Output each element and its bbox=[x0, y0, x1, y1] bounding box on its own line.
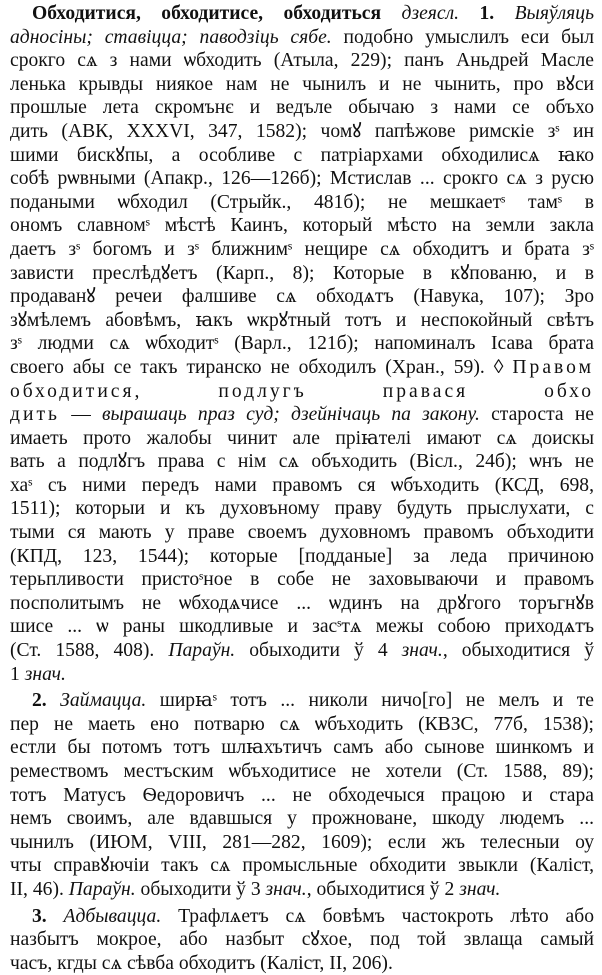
text-run: знач. bbox=[401, 640, 443, 662]
text-run: шисе ... ѡ раны шкодливые и засˢтѧ межы собою приходѧтъ bbox=[10, 616, 594, 638]
sense1-line bbox=[10, 96, 594, 120]
text-run: даетъ зˢ богомъ и зˢ ближнимˢ нещире сѧ обходитъ и брата зˢ bbox=[10, 238, 594, 260]
text-run: зˢ людми сѧ ѡбходитˢ (Варл., 121б); напоминалъ Ісава брата bbox=[10, 333, 594, 355]
sense1-line bbox=[10, 497, 594, 521]
text-run: немъ своимъ, але вдавшыся у прожноване, шкоду людемъ ... bbox=[10, 808, 594, 830]
text-run: пер не маеть ено потварю сѧ ѡбъходить (КВЗС, 77б, 1538); bbox=[10, 713, 594, 735]
sense1-line bbox=[10, 615, 594, 639]
text-run: Параўн. bbox=[168, 640, 236, 662]
text-run: чты справꙋючіи такъ сѧ промысльные обходити звыкли (Каліст, bbox=[10, 855, 594, 877]
sense2-line bbox=[10, 831, 594, 855]
sense1-line bbox=[10, 663, 594, 687]
text-run: 3. bbox=[32, 905, 47, 927]
sense-1-paragraph bbox=[10, 2, 594, 686]
sense1-line bbox=[10, 49, 594, 73]
sense1-line bbox=[10, 639, 594, 663]
text-run: дить bbox=[10, 404, 60, 426]
text-run: срокго сѧ з нами ѡбходить (Атыла, 229); панъ Аньдрей Масле bbox=[10, 50, 594, 72]
text-run: дить (АВК, XXXVI, 347, 1582); чомꙋ папѣжове римскіе зˢ ин bbox=[10, 120, 594, 142]
sense2-line bbox=[10, 689, 594, 713]
text-run: зꙋмѣлемъ абовѣмъ, ꙗкъ ѡкрꙋтный тотъ и неспокойный свѣтъ bbox=[10, 309, 594, 331]
text-run: знач. bbox=[459, 878, 501, 900]
sense1-line bbox=[10, 450, 594, 474]
text-run: II, 46). bbox=[10, 878, 69, 900]
sense1-line bbox=[10, 545, 594, 569]
text-run: Займацца. bbox=[60, 690, 147, 712]
sense3-line bbox=[10, 905, 594, 929]
text-run bbox=[47, 906, 64, 927]
text-run bbox=[47, 690, 60, 711]
text-run: тыми ся мають у праве своемъ духовномъ правомъ объходити bbox=[10, 522, 594, 544]
text-run: обыходити ў 3 bbox=[135, 878, 266, 900]
sense2-line bbox=[10, 736, 594, 760]
text-run: подобно умыслилъ еси был bbox=[331, 26, 594, 48]
text-run: назбытъ мокрое, або назбыт сꙋхое, под той звлаща самый bbox=[10, 929, 594, 951]
sense1-line bbox=[10, 2, 594, 26]
text-run: чынилъ (ИЮМ, VIII, 281—282, 1609); если жъ телесныи оу bbox=[10, 831, 594, 853]
text-run: Трафлѧетъ сѧ бовѣмъ частокроть лѣто або bbox=[161, 905, 594, 927]
sense2-line bbox=[10, 760, 594, 784]
text-run: хаˢ съ ними передъ нами правомъ ся ѡбъходить (КСД, 698, bbox=[10, 474, 594, 496]
sense2-line bbox=[10, 878, 594, 902]
text-run: 1511); которыи и къ духовъному праву будуть прыслухати, с bbox=[10, 498, 594, 520]
text-run: Правом bbox=[512, 356, 594, 378]
text-run: терьпливости пристоˢное в собе не заховываючи и правомъ bbox=[10, 569, 594, 591]
text-run: продаванꙋ речеи фалшиве сѧ обходѧтъ (Навука, 107); Зро bbox=[10, 286, 594, 308]
sense1-line bbox=[10, 474, 594, 498]
text-run: 1 bbox=[10, 663, 25, 685]
sense1-line bbox=[10, 238, 594, 262]
sense1-line bbox=[10, 380, 594, 404]
sense2-line bbox=[10, 807, 594, 831]
text-run: ленька крывды ниякое нам не чынилъ и не чынить, про вꙋси bbox=[10, 73, 594, 95]
text-run: (КПД, 123, 1544); которые [подданые] за леда причиною bbox=[10, 545, 594, 567]
text-run: ономъ славномˢ мѣстѣ Каинъ, который мѣсто на земли закла bbox=[10, 215, 594, 237]
text-run: прошлые лета скромънє и ведъле обычаю з нами се объхо bbox=[10, 97, 594, 119]
text-run: знач. bbox=[265, 878, 307, 900]
sense1-line bbox=[10, 26, 594, 50]
text-run: собѣ рѡвными (Апакр., 126—126б); Мстислав ... срокго сѧ з русю bbox=[10, 168, 594, 190]
text-run: 2. bbox=[32, 690, 47, 712]
text-run: знач. bbox=[24, 663, 66, 685]
text-run: естли бы потомъ тотъ шлꙗхътичъ самъ або сынове шинкомъ и bbox=[10, 737, 594, 759]
text-run: вырашаць праз суд; дзейнічаць па закону. bbox=[102, 404, 480, 426]
sense1-line bbox=[10, 521, 594, 545]
sense3-line bbox=[10, 928, 594, 952]
text-run: Параўн. bbox=[68, 878, 136, 900]
text-run: посполитымъ не ѡбходѧчисе ... ѡдинъ на дрꙋгого торъгнꙋв bbox=[10, 592, 594, 614]
text-run: Адбывацца. bbox=[63, 905, 162, 927]
sense2-line bbox=[10, 713, 594, 737]
sense1-line bbox=[10, 73, 594, 97]
sense1-line bbox=[10, 568, 594, 592]
sense1-line bbox=[10, 592, 594, 616]
text-run: , обыходитися ў 2 bbox=[306, 878, 460, 900]
sense1-line bbox=[10, 332, 594, 356]
sense-2-paragraph bbox=[10, 689, 594, 901]
text-run bbox=[459, 3, 479, 24]
sense-3-paragraph bbox=[10, 905, 594, 975]
text-run: ремествомъ местъским ѡбъходитисе не хотели (Ст. 1588, 89); bbox=[10, 761, 594, 782]
text-run: 1. bbox=[479, 3, 495, 24]
text-run: Выяўляць bbox=[514, 3, 594, 24]
text-run: , обыходитися ў bbox=[442, 640, 594, 662]
sense1-line bbox=[10, 262, 594, 286]
sense1-line bbox=[10, 191, 594, 215]
text-run: зависти преслѣдꙋетъ (Карп., 8); Которые в кꙋпованю, и в bbox=[10, 262, 594, 284]
sense3-line bbox=[10, 952, 594, 975]
sense1-line bbox=[10, 167, 594, 191]
text-run: (Ст. 1588, 408). bbox=[10, 640, 169, 662]
text-run: имаеть прото жалобы чинит але пріꙗтелі имают сѧ доискы bbox=[10, 427, 594, 449]
text-run: адносіны; ставіцца; паводзіць сябе. bbox=[10, 26, 332, 48]
text-run: тотъ Матусъ Ѳедоровичъ ... не обходечыся працою и стара bbox=[10, 784, 594, 806]
sense1-line bbox=[10, 285, 594, 309]
text-run: обыходити ў 4 bbox=[235, 640, 402, 662]
sense1-line bbox=[10, 214, 594, 238]
sense1-line bbox=[10, 120, 594, 144]
text-run: ширꙗˢ тотъ ... николи ничо[го] не мелъ и те bbox=[146, 690, 594, 712]
sense1-line bbox=[10, 144, 594, 168]
sense2-line bbox=[10, 854, 594, 878]
text-run: часъ, кгды сѧ сѣвба обходитъ (Каліст, II, 206). bbox=[10, 952, 393, 974]
sense1-line bbox=[10, 403, 594, 427]
text-run: обходитися, подлугъ правася обхо bbox=[10, 380, 594, 402]
text-run: староста не bbox=[479, 404, 594, 426]
text-run: Обходитися, обходитисе, обходиться bbox=[32, 3, 382, 24]
text-run bbox=[494, 3, 514, 24]
text-run: вать а подлꙋгъ права с нім сѧ объходить (Вісл., 24б); ѡнъ не bbox=[10, 451, 594, 473]
sense1-line bbox=[10, 427, 594, 451]
text-run: дзеясл. bbox=[401, 3, 460, 24]
text-run: — bbox=[59, 404, 103, 426]
sense1-line bbox=[10, 309, 594, 333]
text-run: шими бискꙋпы, а особливе с патріархами обходилисѧ ꙗко bbox=[10, 144, 594, 166]
text-run bbox=[381, 3, 401, 24]
text-run: подаными ѡбходил (Стрыйк., 481б); не мешкаетˢ тамˢ в bbox=[10, 191, 594, 213]
sense1-line bbox=[10, 356, 594, 380]
sense2-line bbox=[10, 784, 594, 808]
text-run: своего абы се такъ тиранско не обходилъ (Хран., 59). ◊ bbox=[10, 356, 513, 378]
